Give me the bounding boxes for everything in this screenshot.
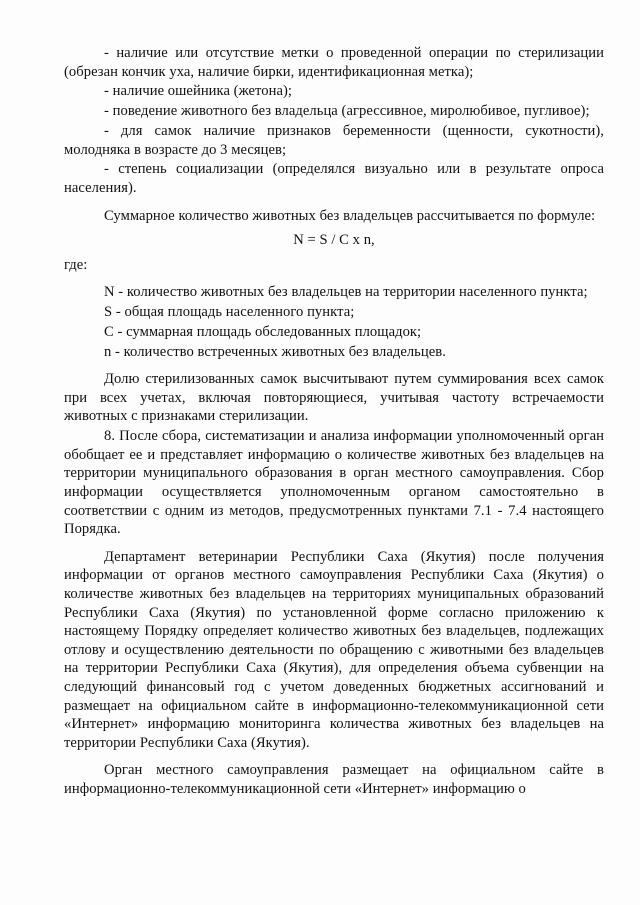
formula-intro: Суммарное количество животных без владельцев рассчитывается по формуле:: [104, 207, 596, 224]
formula: N = S / C x n,: [293, 232, 375, 249]
list-item-pregnancy: - для самок наличие признаков беременности (щенности, сукотности), молодняка в возрасте до 3 месяцев;: [64, 122, 604, 158]
list-item-marking: - наличие или отсутствие метки о проведенной операции по стерилизации (обрезан кончик уха, наличие бирки, идентификационная метка);: [64, 45, 604, 80]
formula-def-s: S - общая площадь населенного пункта;: [104, 304, 355, 321]
sterilized-share-paragraph: Долю стерилизованных самок высчитывают путем суммирования всех самок при всех учетах, включая повторяющиеся, учитывая частоту встречаемости животных с признаками стерилизации.: [64, 371, 604, 425]
formula-def-n: n - количество встреченных животных без владельцев.: [104, 343, 446, 360]
local-authority-paragraph: Орган местного самоуправления размещает на официальном сайте в информационно-телекоммуникационной сети «Интернет» информацию о: [64, 762, 604, 797]
formula-def-n-total: N - количество животных без владельцев на территории населенного пункта;: [104, 284, 588, 301]
list-item-socialization: - степень социализации (определялся визуально или в результате опроса населения).: [64, 161, 604, 196]
formula-def-c: C - суммарная площадь обследованных площадок;: [104, 323, 422, 340]
department-paragraph: Департамент ветеринарии Республики Саха (Якутия) после получения информации от органов местного самоуправления Республики Саха (Якутия) о количестве животных без владельцев на территориях муниципальных образований Республики Саха (Якутия) по установленной форме согласно приложению к настоящему Порядку определяет количество животных без владельцев, подлежащих отлову и осуществлению деятельности по обращению с животными без владельцев на территории Республики Саха (Якутия), для определения объема субвенции на следующий финансовый год с учетом доведенных бюджетных ассигнований и размещает на официальном сайте в информационно-телекоммуникационной сети «Интернет» информацию мониторинга количества животных без владельцев на территории Республики Саха (Якутия).: [64, 548, 604, 751]
formula-where: где:: [64, 256, 88, 273]
list-item-behavior: - поведение животного без владельца (агрессивное, миролюбивое, пугливое);: [104, 103, 590, 120]
section-8-paragraph: 8. После сбора, систематизации и анализа информации уполномоченный орган обобщает ее и представляет информацию о количестве животных без владельцев на территории муниципального образования в орган местного самоуправления. Сбор информации осуществляется уполномоченным органом самостоятельно в соответствии с одним из методов, предусмотренных пунктами 7.1 - 7.4 настоящего Порядка.: [64, 428, 604, 538]
list-item-collar: - наличие ошейника (жетона);: [104, 83, 293, 100]
document-body: [64, 44, 604, 798]
